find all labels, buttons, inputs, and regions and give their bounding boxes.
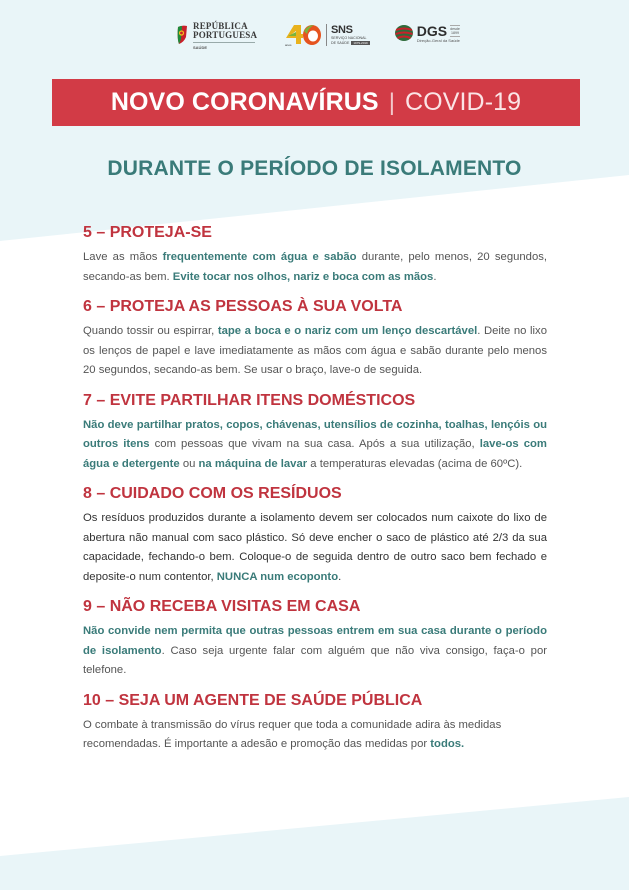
highlighted-text: lave-os com água e detergente (83, 438, 547, 470)
covid-banner (52, 79, 580, 126)
banner-title: NOVO CORONAVÍRUS (110, 88, 379, 116)
section-body (83, 322, 547, 381)
sns-logo (284, 23, 370, 47)
section-10 (83, 690, 547, 755)
republica-text: REPÚBLICA (193, 21, 248, 31)
section-7 (83, 390, 547, 475)
body-text: Quando tossir ou espirrar, (83, 325, 218, 337)
section-body (83, 416, 547, 475)
body-text: Lave as mãos (83, 251, 163, 263)
saude-text: SAÚDE (193, 45, 208, 50)
body-text: ou (179, 457, 199, 470)
logo-bar (176, 22, 460, 58)
sns-years-badge: 1979-2019 (353, 40, 368, 45)
highlighted-text: todos. (430, 738, 465, 750)
section-body (83, 622, 547, 681)
anos-label: anos (285, 43, 292, 47)
body-text: com pessoas que vivam na sua casa. Após a sua utilização, (149, 438, 480, 450)
dgs-subtitle: Direção-Geral da Saúde (416, 37, 460, 43)
section-6 (83, 296, 547, 381)
sns-title: SNS (331, 24, 353, 37)
highlighted-text: NUNCA num ecoponto (216, 570, 339, 583)
body-text: durante, pelo menos, 20 segundos, secando-as bem. (83, 251, 548, 283)
highlighted-text: Não deve partilhar pratos, copos, chávenas, utensílios de cozinha, toalhas, lençóis ou outros itens (83, 418, 547, 450)
page-title: DURANTE O PERÍODO DE ISOLAMENTO (107, 157, 522, 180)
sns-subtitle-1: SERVIÇO NACIONAL (331, 36, 367, 41)
body-text: Os resíduos produzidos durante a isolamento devem ser colocados num caixote do lixo de abertura não manual com saco plástico. Só deve encher o saco de plástico até 2/3 da sua capacidade, fechando-o bem. Coloque-o de seguida dentro de outro saco bem fechado e deposite-o num contentor, (83, 512, 547, 583)
section-heading: 10 – SEJA UM AGENTE DE SAÚDE PÚBLICA (83, 691, 423, 709)
body-text: . Deite no lixo os lenços de papel e lave imediatamente as mãos com água e sabão durante pelo menos 20 segundos, secando-as bem. Se usar o braço, lave-o de seguida. (83, 325, 547, 376)
sns-40-years-icon (284, 23, 322, 47)
highlighted-text: na máquina de lavar (198, 457, 308, 470)
section-body (83, 248, 547, 287)
body-text: O combate à transmissão do vírus requer que toda a comunidade adira às medidas recomendadas. É importante a adesão e promoção das medidas por (83, 718, 502, 750)
highlighted-text: frequentemente com água e sabão (162, 251, 357, 263)
sns-subtitle-2-row (331, 41, 370, 45)
body-text: . (338, 570, 342, 583)
body-text: . (433, 270, 437, 283)
dgs-since-label: desde (450, 26, 460, 31)
body-text: . Caso seja urgente falar com alguém que não viva consigo, faça-o por telefone. (83, 644, 547, 676)
highlighted-text: tape a boca e o nariz com um lenço descartável (217, 325, 478, 337)
section-heading: 5 – PROTEJA-SE (83, 224, 212, 241)
background-band-bottom (0, 790, 629, 890)
section-body (83, 509, 547, 587)
section-body (83, 716, 547, 755)
portuguesa-text: PORTUGUESA (193, 30, 258, 40)
section-5 (83, 222, 547, 287)
section-heading: 6 – PROTEJA AS PESSOAS À SUA VOLTA (83, 298, 403, 315)
section-9 (83, 596, 547, 681)
highlighted-text: Não convide nem permita que outras pessoas entrem em sua casa durante o período de isolamento (83, 625, 547, 657)
section-heading: 9 – NÃO RECEBA VISITAS EM CASA (83, 598, 361, 615)
dgs-since-year: 1899 (450, 30, 459, 35)
section-8 (83, 483, 547, 587)
section-heading: 7 – EVITE PARTILHAR ITENS DOMÉSTICOS (83, 391, 416, 409)
highlighted-text: Evite tocar nos olhos, nariz e boca com as mãos (172, 270, 434, 283)
sns-subtitle-2: DE SAÚDE (331, 40, 350, 45)
republica-portuguesa-logo (176, 22, 268, 50)
portugal-flag-icon (176, 25, 188, 45)
dgs-title: DGS (416, 22, 448, 39)
banner-subtitle: COVID-19 (405, 88, 522, 116)
section-heading: 8 – CUIDADO COM OS RESÍDUOS (83, 485, 342, 502)
dgs-emblem-icon (394, 23, 414, 43)
divider (326, 24, 327, 46)
divider (193, 42, 255, 43)
dgs-logo (394, 23, 460, 43)
content (83, 222, 547, 764)
banner-separator: | (388, 88, 396, 116)
body-text: a temperaturas elevadas (acima de 60ºC). (307, 457, 523, 470)
dgs-since (450, 25, 460, 37)
